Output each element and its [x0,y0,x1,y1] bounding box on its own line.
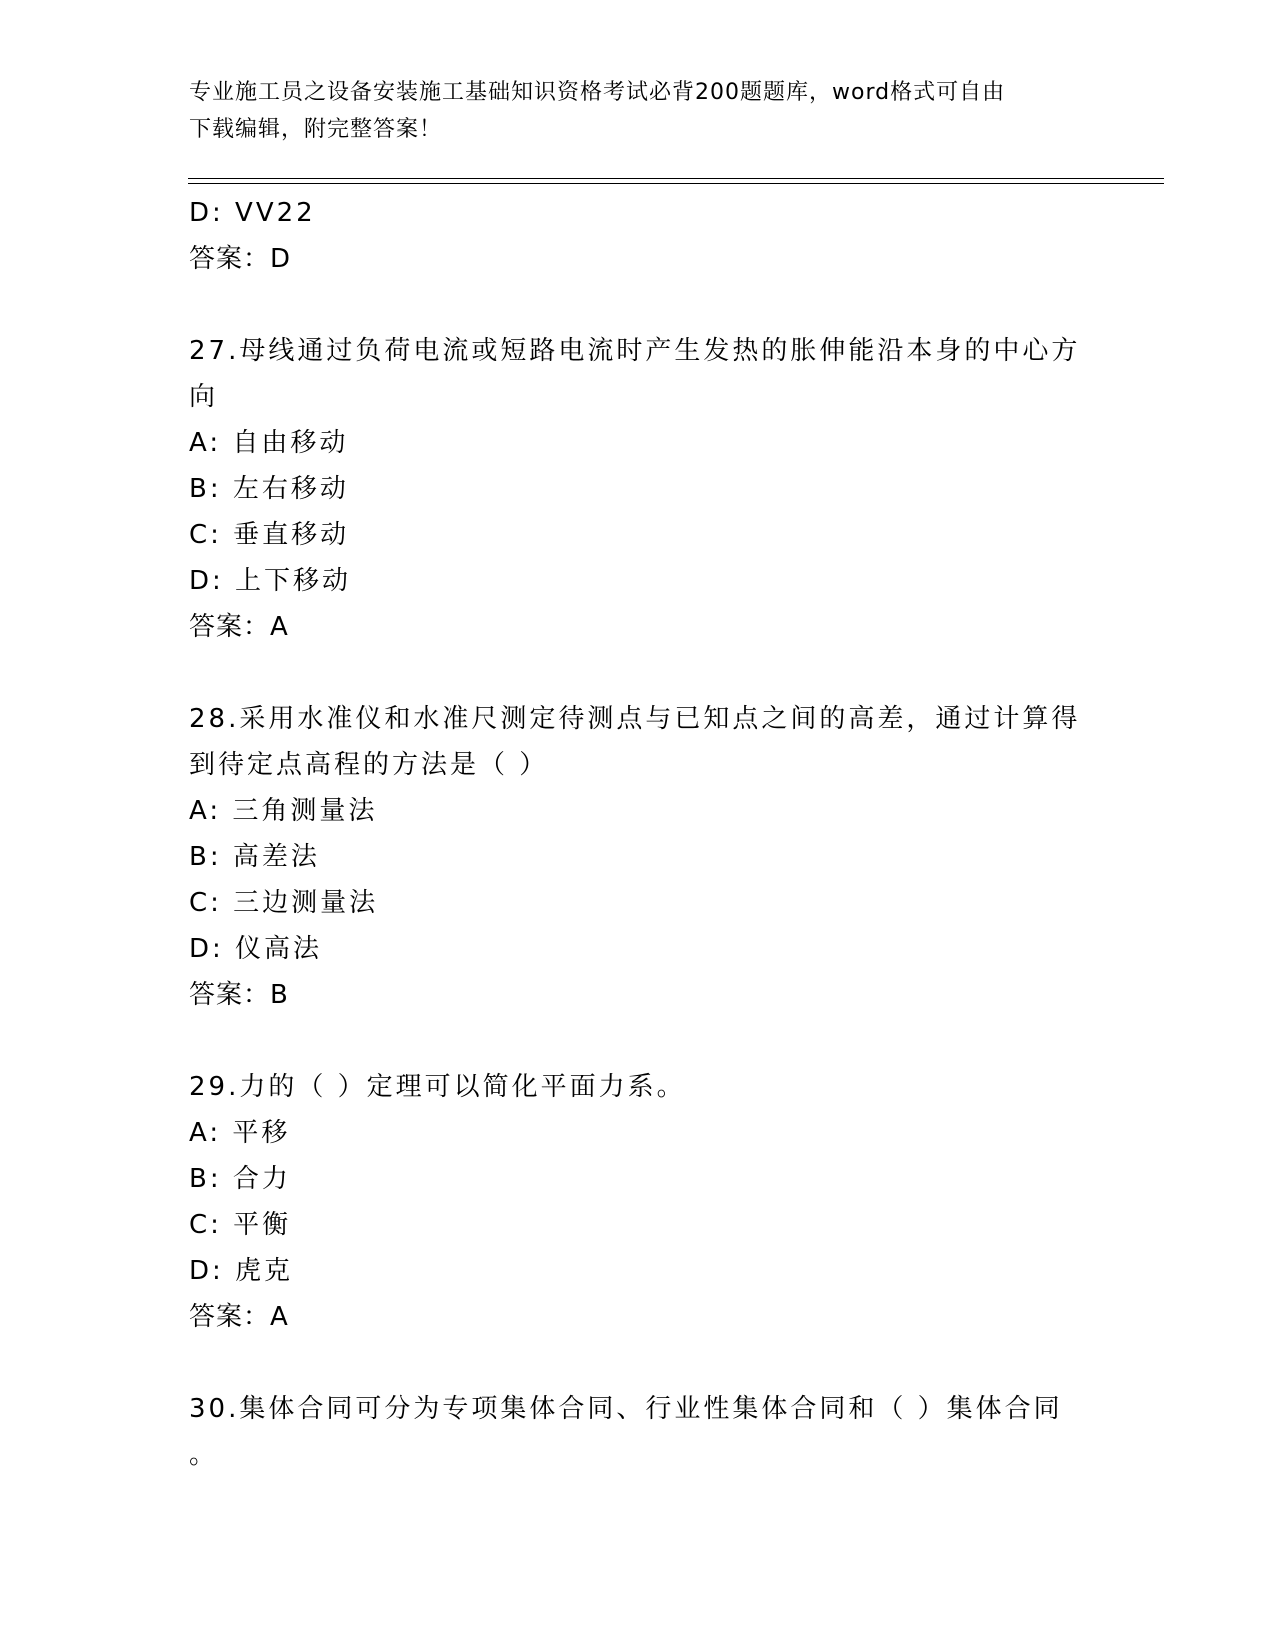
option-d: D: 上下移动 [189,566,352,596]
option-b: B: 左右移动 [189,474,349,504]
spacer [189,1018,1129,1064]
answer: 答案：B [189,980,289,1010]
option-c: C: 三边测量法 [189,888,379,918]
question-28 [189,696,1129,1018]
question-stem: 27.母线通过负荷电流或短路电流时产生发热的胀伸能沿本身的中心方 [189,336,1081,366]
question-stem: 29.力的（ ）定理可以简化平面力系。 [189,1072,686,1102]
answer: 答案：A [189,1302,289,1332]
header-line-1: 专业施工员之设备安装施工基础知识资格考试必背200题题库，word格式可自由 [189,80,1006,105]
option-c: C: 平衡 [189,1210,292,1240]
option-c: C: 垂直移动 [189,520,350,550]
header-divider-top [188,178,1164,179]
spacer [189,282,1129,328]
question-stem: 30.集体合同可分为专项集体合同、行业性集体合同和（ ）集体合同 [189,1394,1063,1424]
question-stem: 。 [189,1440,219,1470]
question-29 [189,1064,1129,1340]
question-30 [189,1386,1129,1478]
option-a: A: 自由移动 [189,428,349,458]
option-d-continued: D: VV22 [189,198,316,228]
answer-continued: 答案：D [189,244,292,274]
question-stem: 向 [189,382,219,412]
option-b: B: 合力 [189,1164,291,1194]
question-27 [189,328,1129,650]
option-d: D: 仪高法 [189,934,323,964]
document-header [189,74,1089,148]
question-stem: 到待定点高程的方法是（ ） [189,750,549,780]
option-a: A: 三角测量法 [189,796,378,826]
answer: 答案：A [189,612,289,642]
question-list [189,190,1129,1478]
spacer [189,1340,1129,1386]
option-b: B: 高差法 [189,842,320,872]
question-stem: 28.采用水准仪和水准尺测定待测点与已知点之间的高差，通过计算得 [189,704,1081,734]
spacer [189,650,1129,696]
header-divider-bottom [188,183,1164,184]
option-d: D: 虎克 [189,1256,294,1286]
header-line-2: 下载编辑，附完整答案！ [189,117,443,142]
option-a: A: 平移 [189,1118,291,1148]
